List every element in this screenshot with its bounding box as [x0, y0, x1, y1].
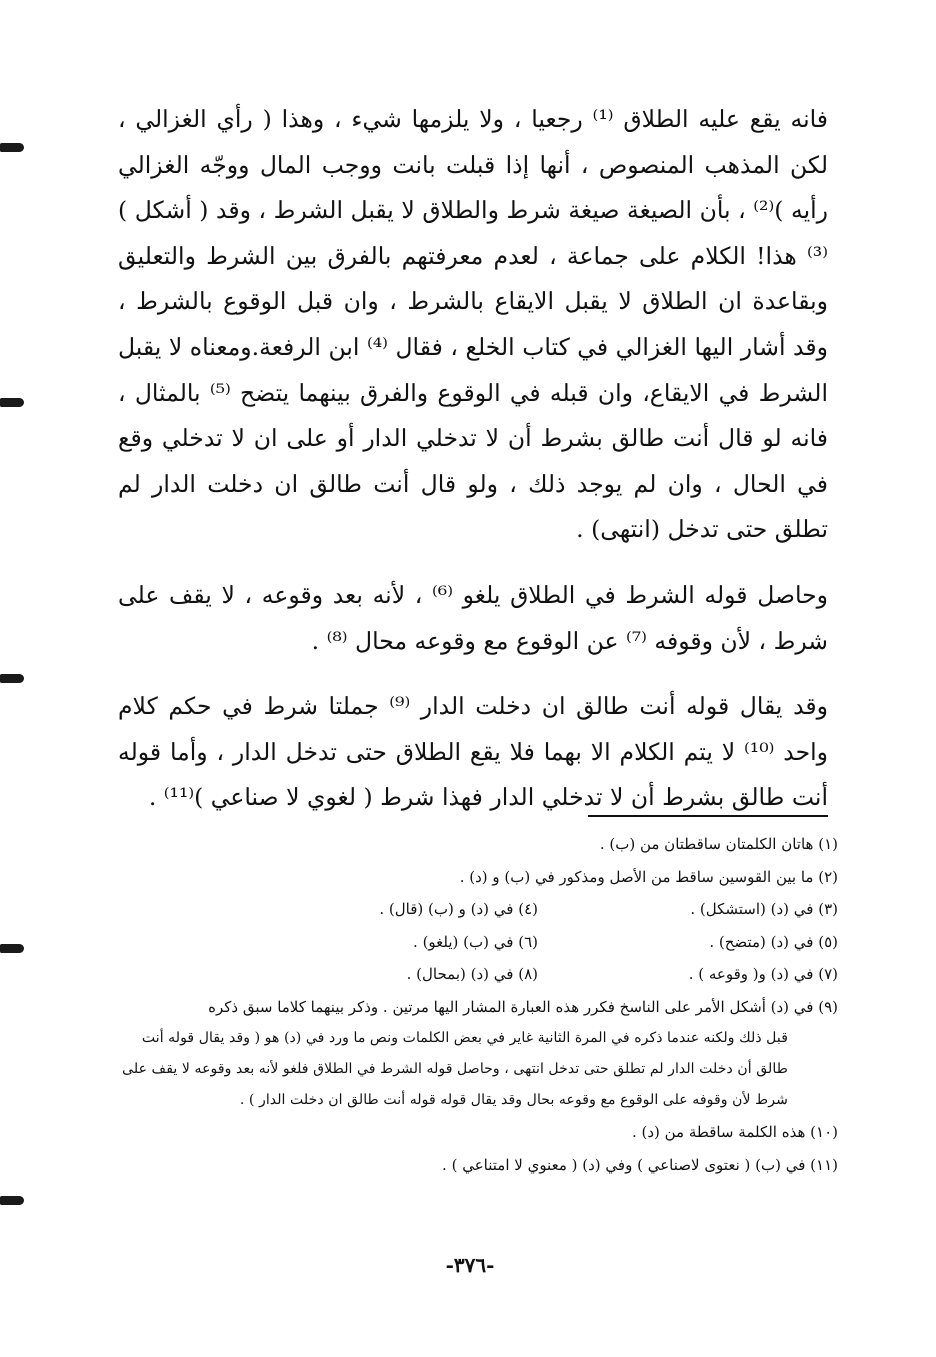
footnote: (١) هاتان الكلمتان ساقطتان من (ب) . [599, 835, 838, 853]
margin-mark [0, 398, 24, 407]
footnote-row [120, 926, 838, 959]
paragraph: وقد يقال قوله أنت طالق ان دخلت الدار ⁽⁹⁾ جملتا شرط في حكم كلام واحد ⁽¹⁰⁾ لا يتم الكلام الا بهما فلا يقع الطلاق حتى تدخل الدار ، وأما قوله أنت طالق بشرط أن لا تدخلي الدار فهذا شرط ( لغوي لا صناعي )⁽¹¹⁾ . [118, 692, 828, 812]
footnote: (٥) في (د) (متضح) . [709, 932, 838, 951]
footnote: (١١) في (ب) ( نعتوى لاصناعي ) وفي (د) ( معنوي لا امتناعي ) . [442, 1155, 838, 1174]
footnote-divider [588, 815, 828, 817]
footnote-row [120, 958, 838, 991]
footnote-row [120, 893, 838, 926]
main-text [118, 97, 828, 821]
footnote: (١٠) هذه الكلمة ساقطة من (د) . [631, 1123, 838, 1141]
margin-mark [0, 944, 24, 953]
footnote: (٦) في (ب) (يلغو) . [413, 932, 538, 951]
footnote: (٢) ما بين القوسين ساقط من الأصل ومذكور في (ب) و (د) . [459, 867, 838, 886]
footnotes [120, 828, 838, 1181]
footnote: (٨) في (د) (بمحال) . [406, 965, 538, 983]
footnote: (٧) في (د) و( وقوعه ) . [688, 965, 838, 983]
footnote: (٣) في (د) (استشكل) . [690, 900, 838, 918]
margin-mark [0, 674, 24, 683]
page-number: -٣٧٦- [445, 1253, 495, 1277]
footnote: (٤) في (د) و (ب) (قال) . [379, 900, 538, 918]
footnote-continuation: قبل ذلك ولكنه عندما ذكره في المرة الثانية غاير في بعض الكلمات ونص ما ورد في (د) هو ( وقد يقال قوله أنت طالق أن دخلت الدار لم تطلق حتى تدخل انتهى ، وحاصل قوله الشرط في الطلاق فلغو لأنه بعد وقوعه لا يقف على شرط لأن وقوفه على الوقوع مع وقوعه بحال وقد يقال قوله قوله أنت طالق ان دخلت الدار ) . [122, 1030, 788, 1108]
margin-mark [0, 143, 24, 152]
footnote: (٩) في (د) أشكل الأمر على الناسخ فكرر هذه العبارة المشار اليها مرتين . وذكر بينهما كلاما سبق ذكره [208, 997, 838, 1016]
paragraph: وحاصل قوله الشرط في الطلاق يلغو ⁽⁶⁾ ، لأنه بعد وقوعه ، لا يقف على شرط ، لأن وقوفه ⁽⁷⁾ عن الوقوع مع وقوعه محال ⁽⁸⁾ . [118, 580, 828, 655]
paragraph: فانه يقع عليه الطلاق ⁽¹⁾ رجعيا ، ولا يلزمها شيء ، وهذا ( رأي الغزالي ، لكن المذهب المنصوص ، أنها إذا قبلت بانت ووجب المال ووجّه الغزالي رأيه )⁽²⁾ ، بأن الصيغة صيغة شرط والطلاق لا يقبل الشرط ، وقد ( أشكل )⁽³⁾ هذا! الكلام على جماعة ، لعدم معرفتهم بالفرق بين الشرط والتعليق وبقاعدة ان الطلاق لا يقبل الايقاع بالشرط ، وان قبل الوقوع بالشرط ، وقد أشار اليها الغزالي في كتاب الخلع ، فقال ⁽⁴⁾ ابن الرفعة.ومعناه لا يقبل الشرط في الايقاع، وان قبله في الوقوع والفرق بينهما يتضح ⁽⁵⁾ بالمثال ، فانه لو قال أنت طالق بشرط أن لا تدخلي الدار أو على ان لا تدخلي وقع في الحال ، وان لم يوجد ذلك ، ولو قال أنت طالق ان دخلت الدار لم تطلق حتى تدخل (انتهى) . [118, 105, 829, 544]
margin-mark [0, 1196, 24, 1205]
